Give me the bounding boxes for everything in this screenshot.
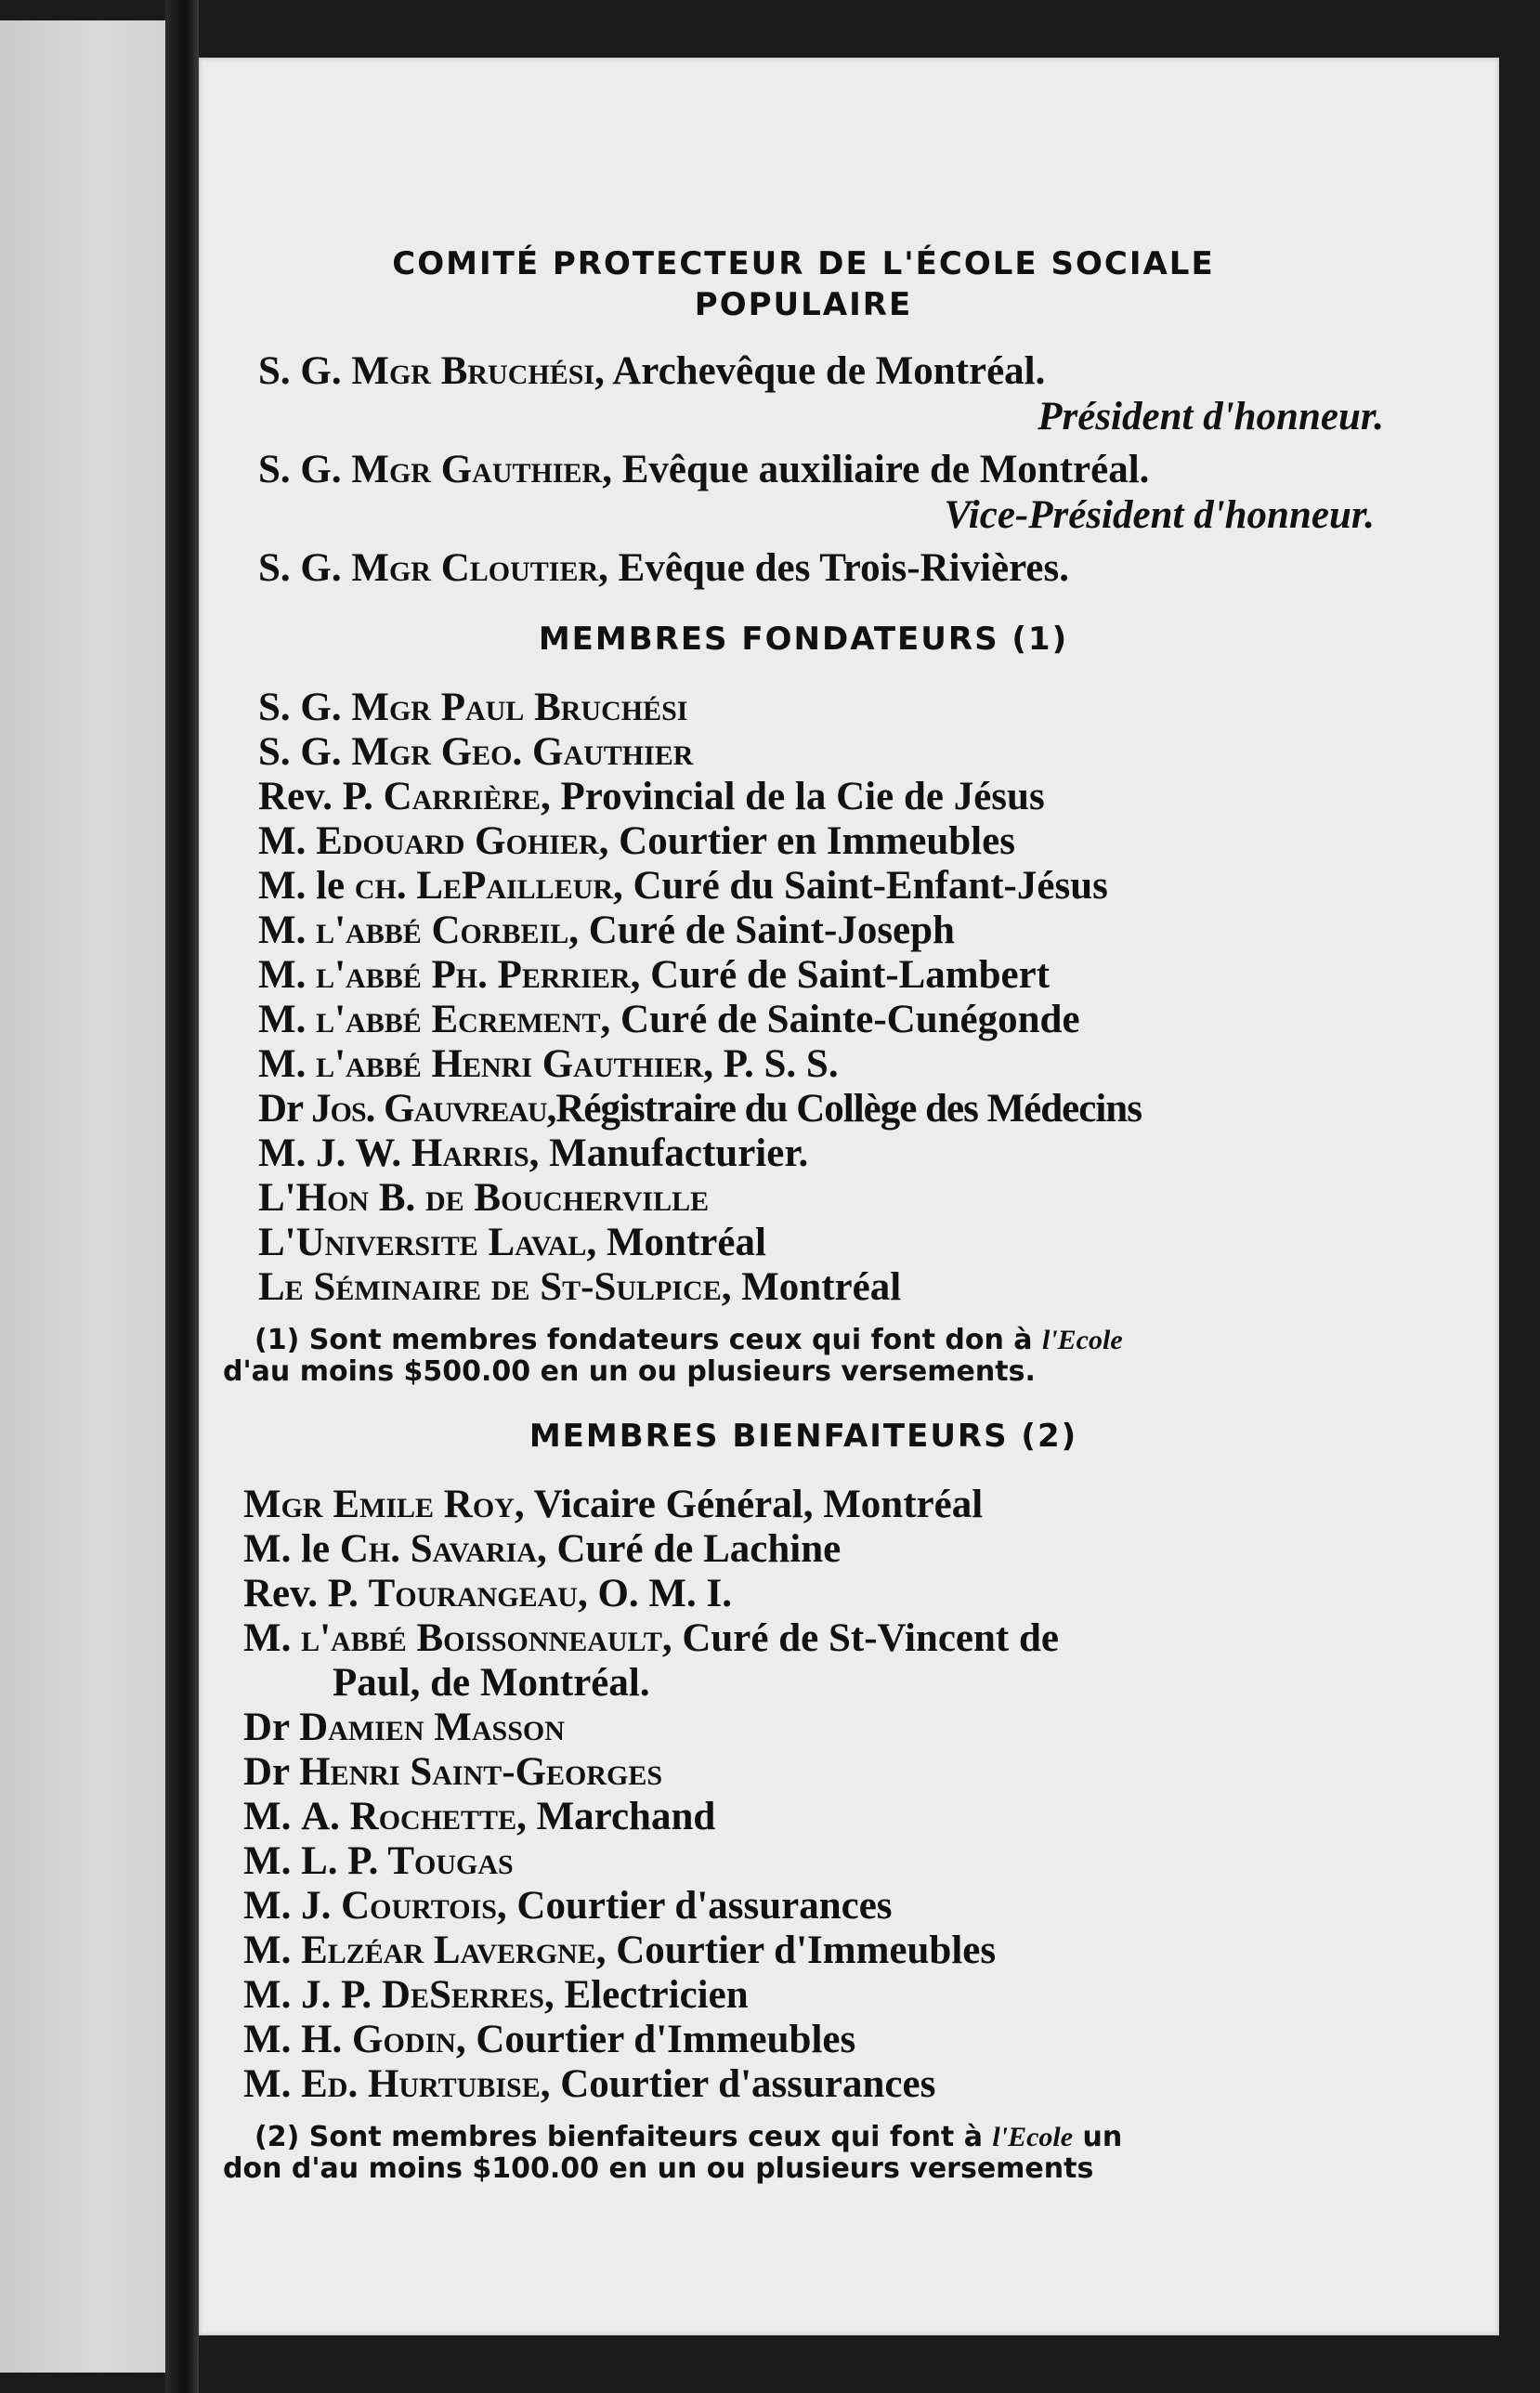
page-title-line-1: COMITÉ PROTECTEUR DE L'ÉCOLE SOCIALE <box>392 245 1215 282</box>
footnote-text: (2) Sont membres bienfaiteurs ceux qui font à <box>254 2121 993 2153</box>
entry-prefix: M. <box>258 1042 317 1086</box>
entry-detail: , Courtier d'Immeubles <box>455 2018 856 2061</box>
founder-entry <box>258 1131 1384 1176</box>
committee-list <box>223 349 1384 591</box>
entry-name: ch. LePailleur <box>354 864 614 908</box>
entry-prefix: M. <box>243 2062 302 2106</box>
benefactor-entry <box>243 1706 1384 1750</box>
entry-prefix: M. <box>258 819 317 863</box>
entry-prefix: M. <box>258 953 317 997</box>
entry-name: Carrière <box>383 775 542 818</box>
entry-name: Le Séminaire de St-Sulpice <box>258 1265 722 1309</box>
entry-name: J. W. Harris <box>316 1131 529 1175</box>
founder-entry <box>258 864 1384 909</box>
entry-prefix: Dr <box>243 1750 300 1794</box>
scan-border-bottom <box>0 2373 165 2393</box>
entry-name: Damien Masson <box>299 1706 565 1749</box>
entry-name: Tourangeau <box>368 1572 578 1615</box>
entry-prefix: M. <box>243 2018 302 2061</box>
entry-name: l'abbé Ph. Perrier <box>316 953 631 997</box>
founders-footnote <box>223 1325 1384 1388</box>
entry-detail: , Evêque des Trois-Rivières. <box>598 546 1069 590</box>
entry-detail: , Manufacturier. <box>529 1131 809 1175</box>
entry-detail: , Evêque auxiliaire de Montréal. <box>602 448 1150 491</box>
founder-entry <box>258 1176 1384 1221</box>
book-binding <box>165 0 199 2393</box>
benefactor-entry <box>243 2062 1384 2107</box>
entry-name: Mgr Bruchési <box>351 349 595 393</box>
benefactors-list <box>236 1483 1384 2107</box>
footnote-line: d'au moins $500.00 en un ou plusieurs versements. <box>223 1355 1036 1388</box>
entry-prefix: Rev. P. <box>258 775 384 818</box>
footnote-school: l'Ecole <box>1041 1325 1123 1355</box>
benefactor-entry <box>243 1884 1384 1929</box>
entry-name: Elzéar Lavergne <box>301 1929 596 1972</box>
entry-prefix: M. <box>243 1795 302 1838</box>
entry-detail: , Curé de St-Vincent de <box>661 1616 1059 1660</box>
entry-name: Mgr Paul Bruchési <box>351 686 688 729</box>
footnote-text-end: un <box>1073 2121 1123 2153</box>
entry-name: L. P. Tougas <box>301 1839 514 1883</box>
scan-border-top <box>0 0 165 20</box>
entry-prefix: Dr <box>243 1706 300 1749</box>
benefactor-entry <box>243 1572 1384 1616</box>
entry-prefix: M. <box>243 1973 302 2017</box>
benefactor-entry <box>243 1795 1384 1839</box>
page-title-line-2: POPULAIRE <box>694 286 913 323</box>
entry-prefix: M. <box>243 1839 302 1883</box>
benefactor-entry <box>243 2018 1384 2062</box>
benefactor-entry <box>243 1527 1384 1572</box>
entry-prefix: M. le <box>243 1527 340 1571</box>
founder-entry <box>258 730 1384 775</box>
entry-prefix: Dr <box>258 1087 312 1131</box>
entry-name: l'abbé Henri Gauthier <box>316 1042 704 1086</box>
entry-detail: , Electricien <box>543 1973 749 2017</box>
entry-detail: , Courtier d'Immeubles <box>595 1929 997 1972</box>
entry-detail: , Curé de Saint-Lambert <box>630 953 1051 997</box>
entry-name: H. Godin <box>301 2018 456 2061</box>
benefactor-entry <box>243 1929 1384 1973</box>
page-content <box>223 243 1384 2185</box>
benefactors-heading: MEMBRES BIENFAITEURS (2) <box>529 1418 1078 1455</box>
entry-prefix: M. <box>243 1616 302 1660</box>
entry-name: Mgr Geo. Gauthier <box>351 730 694 774</box>
entry-name: Mgr Emile Roy <box>243 1483 515 1526</box>
document-page <box>199 58 1499 2335</box>
entry-name: l'abbé Boissonneault <box>301 1616 662 1660</box>
entry-detail: , Courtier d'assurances <box>496 1884 893 1928</box>
committee-entry <box>258 546 1384 591</box>
entry-name: Ed. Hurtubise <box>301 2062 541 2106</box>
benefactor-entry <box>243 1616 1384 1661</box>
entry-detail: , Vicaire Général, Montréal <box>514 1483 984 1526</box>
entry-prefix: Rev. P. <box>243 1572 369 1615</box>
entry-detail: , Marchand <box>516 1795 716 1838</box>
benefactor-entry <box>243 1973 1384 2018</box>
entry-name: L'Hon B. de Boucherville <box>258 1176 710 1220</box>
benefactor-entry-continuation: Paul, de Montréal. <box>333 1661 650 1705</box>
entry-detail: , Curé de Lachine <box>536 1527 842 1571</box>
entry-prefix: S. G. <box>258 349 352 393</box>
entry-name: L'Universite Laval <box>258 1221 587 1264</box>
entry-detail: , Curé de Saint-Joseph <box>568 909 955 952</box>
entry-name: J. P. DeSerres <box>301 1973 544 2017</box>
founder-entry <box>258 1087 1384 1131</box>
founder-entry <box>258 686 1384 730</box>
founder-entry <box>258 953 1384 998</box>
entry-prefix: M. le <box>258 864 355 908</box>
entry-detail: , Provincial de la Cie de Jésus <box>541 775 1045 818</box>
entry-detail: , P. S. S. <box>703 1042 839 1086</box>
entry-prefix: S. G. <box>258 546 352 590</box>
footnote-line <box>223 1325 1384 1356</box>
committee-role: Président d'honneur. <box>1038 395 1384 438</box>
entry-prefix: M. <box>258 1131 317 1175</box>
adjacent-page-edge <box>0 0 165 2393</box>
founder-entry <box>258 1221 1384 1265</box>
footnote-school: l'Ecole <box>992 2122 1074 2152</box>
benefactor-entry <box>243 1750 1384 1795</box>
entry-prefix: S. G. <box>258 730 352 774</box>
committee-role: Vice-Président d'honneur. <box>944 493 1375 537</box>
founder-entry <box>258 1265 1384 1310</box>
entry-name: Ch. Savaria <box>339 1527 537 1571</box>
entry-detail: , Curé du Saint-Enfant-Jésus <box>613 864 1108 908</box>
entry-detail: , Montréal <box>721 1265 902 1309</box>
entry-detail: ,Régistraire du Collège des Médecins <box>546 1087 1142 1131</box>
entry-prefix: M. <box>258 909 317 952</box>
entry-name: l'abbé Corbeil <box>316 909 569 952</box>
footnote-text: (1) Sont membres fondateurs ceux qui font don à <box>254 1324 1042 1356</box>
founder-entry <box>258 775 1384 819</box>
benefactor-entry <box>243 1839 1384 1884</box>
founder-entry <box>258 998 1384 1042</box>
entry-prefix: M. <box>258 998 317 1041</box>
entry-detail: , Courtier en Immeubles <box>598 819 1015 863</box>
founder-entry <box>258 1042 1384 1087</box>
entry-prefix: M. <box>243 1884 302 1928</box>
entry-detail: , O. M. I. <box>577 1572 732 1615</box>
footnote-line: don d'au moins $100.00 en un ou plusieurs versements <box>223 2152 1094 2185</box>
founder-entry <box>258 909 1384 953</box>
entry-prefix: S. G. <box>258 448 352 491</box>
entry-name: Mgr Gauthier <box>351 448 603 491</box>
benefactors-footnote <box>223 2122 1384 2185</box>
entry-prefix: S. G. <box>258 686 352 729</box>
footnote-line <box>223 2122 1384 2153</box>
entry-name: l'abbé Ecrement <box>316 998 601 1041</box>
entry-detail: , Curé de Sainte-Cunégonde <box>600 998 1080 1041</box>
entry-name: A. Rochette <box>301 1795 517 1838</box>
committee-entry <box>258 349 1384 394</box>
entry-name: Edouard Gohier <box>316 819 599 863</box>
entry-detail: , Archevêque de Montréal. <box>594 349 1046 393</box>
founders-list <box>251 686 1384 1310</box>
entry-name: Mgr Cloutier <box>351 546 599 590</box>
founders-heading: MEMBRES FONDATEURS (1) <box>538 621 1069 658</box>
entry-prefix: M. <box>243 1929 302 1972</box>
entry-name: J. Courtois <box>301 1884 497 1928</box>
entry-detail: , Courtier d'assurances <box>540 2062 936 2106</box>
benefactor-entry <box>243 1483 1384 1527</box>
entry-name: Henri Saint-Georges <box>299 1750 663 1794</box>
entry-name: Jos. Gauvreau <box>311 1087 547 1131</box>
committee-entry <box>258 448 1384 492</box>
founder-entry <box>258 819 1384 864</box>
entry-detail: , Montréal <box>586 1221 766 1264</box>
